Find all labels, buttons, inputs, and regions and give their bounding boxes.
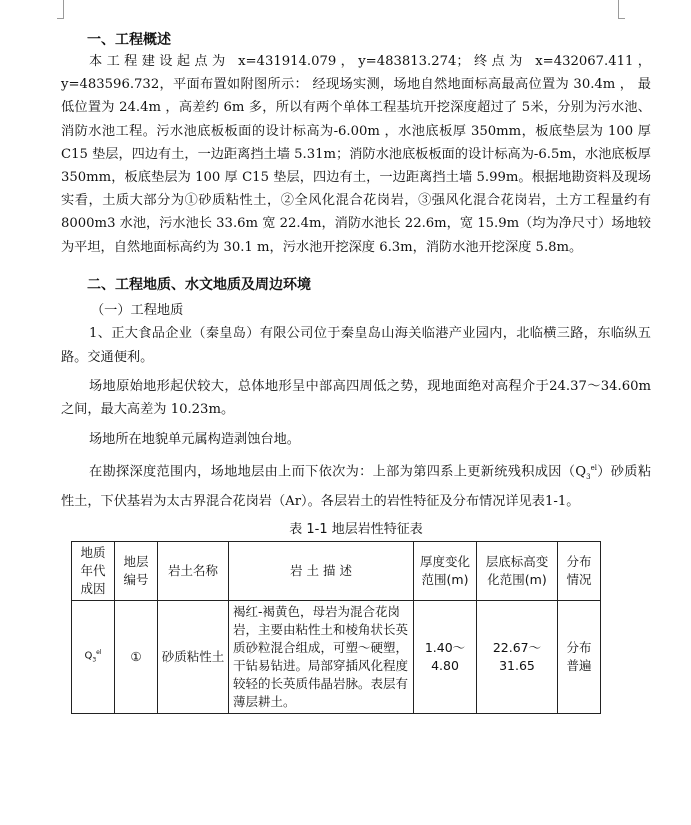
cell-age — [72, 601, 115, 714]
strata-text-before: 在勘探深度范围内，场地地层由上而下依次为：上部为第四系上更新统残积成因（Q — [89, 464, 587, 480]
section-1-paragraph: 本工程建设起点为 x=431914.079，y=483813.274；终点为 x=432067.411，y=483596.732，平面布置如附图所示： 经现场实测，场地自然地面标高最高位置为 30.4m ， 最低位置为 24.4m ，高差约 6m 多，所以有两个单体工程基坑开挖深度超过了 5米，分别为污水池、消防水池工程。污水池底板板面的设计标高为-6.00m ，水池底板厚 350mm，板底垫层为 100 厚 C15 垫层，四边有土，一边距离挡土墙 5.31m；消防水池底板板面的设计标高为-6.5m，水池底板厚 350mm，板底垫层为 100 厚 C15 垫层，四边有土，一边距离挡土墙 5.99m。根据地勘资料及现场实看，土质大部分为①砂质粘性土，②全风化混合花岗岩，③强风化混合花岗岩，土方工程量约有 8000m3 水池，污水池长 33.6m 宽 22.4m，消防水池长 22.6m，宽 15.9m（均为净尺寸）场地较为平坦，自然地面标高约为 30.1 m，污水池开挖深度 6.3m，消防水池开挖深度 5.8m。 — [61, 54, 651, 255]
age-symbol: Q — [84, 650, 93, 662]
cell-description: 褐红-褐黄色，母岩为混合花岗岩，主要由粘性土和棱角状长英质砂粒混合组成，可塑～硬塑，干钻易钻进。局部穿插风化程度较轻的长英质伟晶岩脉。表层有薄层耕土。 — [229, 601, 414, 714]
subsection-heading: （一）工程地质 — [91, 302, 184, 318]
col-header-elevation: 层底标高变化范围(m) — [477, 542, 558, 601]
paragraph-terrain: 场地原始地形起伏较大，总体地形呈中部高四周低之势，现地面绝对高程介于24.37～34.60m 之间，最大高差为 10.23m。 — [61, 379, 651, 418]
margin-corner-mark-right — [618, 0, 625, 19]
col-header-age: 地质年代成因 — [72, 542, 115, 601]
age-superscript: el — [96, 649, 102, 657]
cell-thickness: 1.40～4.80 — [414, 601, 477, 714]
table-header-row — [72, 542, 601, 601]
cell-elevation: 22.67～31.65 — [477, 601, 558, 714]
strata-table — [71, 541, 601, 714]
document-page — [61, 30, 651, 714]
table-row — [72, 601, 601, 714]
col-header-thickness: 厚度变化范围(m) — [414, 542, 477, 601]
paragraph-location: 1、正大食品企业（秦皇岛）有限公司位于秦皇岛山海关临港产业园内，北临横三路，东临纵五路。交通便利。 — [61, 326, 651, 365]
section-2-heading: 二、工程地质、水文地质及周边环境 — [87, 276, 311, 293]
table-caption: 表 1-1 地层岩性特征表 — [289, 522, 423, 538]
cell-distribution: 分布普遍 — [558, 601, 601, 714]
col-header-layer: 地层编号 — [115, 542, 158, 601]
section-1-heading: 一、工程概述 — [87, 32, 171, 48]
col-header-name: 岩土名称 — [158, 542, 229, 601]
col-header-distribution: 分布情况 — [558, 542, 601, 601]
cell-name: 砂质粘性土 — [158, 601, 229, 714]
strata-text-after: ）砂质粘性土，下伏基岩为太古界混合花岗岩（Ar）。各层岩土的岩性特征及分布情况详见表1-1。 — [61, 464, 652, 509]
cell-layer: ① — [115, 601, 158, 714]
margin-corner-mark-left — [57, 0, 64, 19]
age-subscript: 3 — [92, 656, 97, 664]
paragraph-landform: 场地所在地貌单元属构造剥蚀台地。 — [89, 431, 300, 447]
strata-subscript: 3 — [586, 473, 591, 482]
col-header-description: 岩 土 描 述 — [229, 542, 414, 601]
strata-superscript: el — [590, 464, 597, 473]
paragraph-strata — [61, 457, 651, 513]
